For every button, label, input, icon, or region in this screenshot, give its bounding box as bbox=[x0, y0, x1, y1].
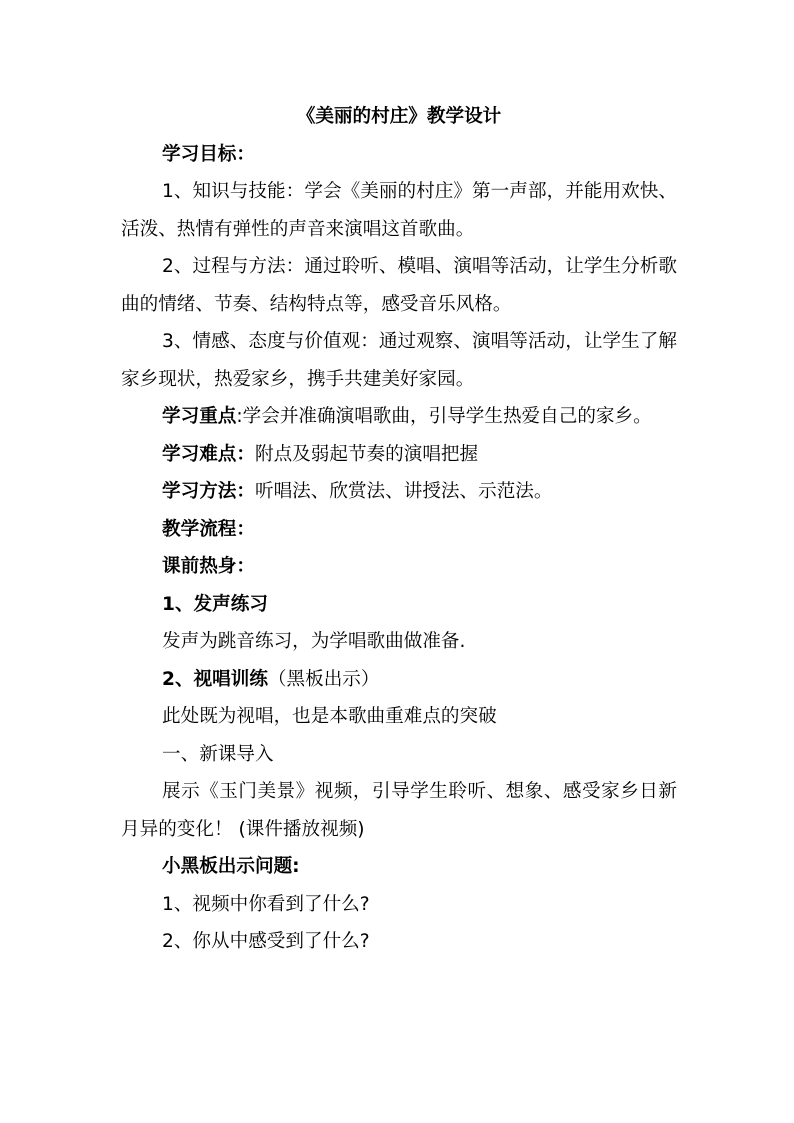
objective-item: 3、情感、态度与价值观：通过观察、演唱等活动，让学生了解家乡现状，热爱家乡，携手共建美好家园。 bbox=[121, 331, 677, 390]
difficulty-paragraph bbox=[121, 436, 677, 474]
vocal-text: 发声为跳音练习，为学唱歌曲做准备. bbox=[162, 631, 466, 652]
board-question: 1、视频中你看到了什么? bbox=[162, 893, 370, 915]
warmup-heading: 课前热身： bbox=[162, 556, 255, 577]
key-point-paragraph bbox=[121, 398, 677, 436]
method-paragraph bbox=[121, 473, 677, 511]
objective-item: 2、过程与方法：通过聆听、模唱、演唱等活动，让学生分析歌曲的情绪、节奏、结构特点等，感受音乐风格。 bbox=[121, 256, 677, 315]
objective-item: 1、知识与技能：学会《美丽的村庄》第一声部，并能用欢快、活泼、热情有弹性的声音来演唱这首歌曲。 bbox=[121, 181, 677, 240]
document-body bbox=[121, 98, 677, 961]
key-point-label: 学习重点 bbox=[162, 406, 237, 427]
sight-paragraph bbox=[121, 661, 677, 699]
sight-note: （黑板出示） bbox=[267, 668, 380, 690]
objectives-heading: 学习目标： bbox=[162, 143, 255, 165]
board-heading: 小黑板出示问题: bbox=[162, 856, 300, 877]
intro-text: 展示《玉门美景》视频，引导学生聆听、想象、感受家乡日新月异的变化！ (课件播放视频) bbox=[121, 781, 677, 840]
flow-heading: 教学流程： bbox=[162, 518, 255, 540]
key-point-text: :学会并准确演唱歌曲，引导学生热爱自己的家乡。 bbox=[236, 406, 652, 427]
sight-heading: 2、视唱训练 bbox=[162, 668, 268, 690]
method-text: 听唱法、欣赏法、讲授法、示范法。 bbox=[254, 481, 553, 502]
vocal-heading: 1、发声练习 bbox=[162, 593, 268, 615]
difficulty-label: 学习难点： bbox=[162, 443, 255, 465]
document-title: 《美丽的村庄》教学设计 bbox=[296, 106, 502, 127]
difficulty-text: 附点及弱起节奏的演唱把握 bbox=[254, 443, 479, 465]
sight-text: 此处既为视唱，也是本歌曲重难点的突破 bbox=[162, 706, 497, 727]
intro-heading: 一、新课导入 bbox=[162, 743, 274, 765]
board-question: 2、你从中感受到了什么? bbox=[162, 931, 370, 952]
method-label: 学习方法： bbox=[162, 481, 255, 502]
